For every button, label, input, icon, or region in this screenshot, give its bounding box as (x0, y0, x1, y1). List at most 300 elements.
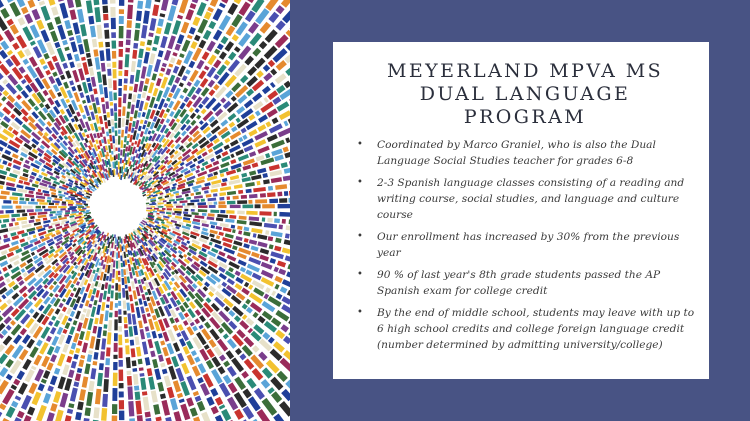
mosaic-tile (132, 128, 133, 133)
mosaic-tile (70, 240, 73, 242)
bullet-dot-icon: • (357, 177, 363, 188)
mosaic-tile (128, 357, 129, 368)
mosaic-tile (101, 314, 103, 324)
mosaic-tile (106, 265, 107, 273)
mosaic-tile (165, 196, 169, 197)
mosaic-tile (271, 253, 283, 257)
mosaic-tile (214, 139, 219, 142)
mosaic-tile (222, 121, 228, 125)
mosaic-tile (13, 166, 20, 169)
mosaic-tile (66, 323, 68, 329)
mosaic-tile (179, 354, 182, 361)
mosaic-tile (56, 392, 59, 403)
mosaic-tile (3, 331, 6, 335)
mosaic-tile (129, 145, 130, 151)
mosaic-tile (2, 42, 7, 49)
mosaic-tile (184, 76, 186, 80)
mosaic-tile (254, 347, 258, 351)
mosaic-tile (164, 369, 165, 374)
mosaic-tile (9, 282, 15, 286)
mosaic-tile (268, 362, 278, 372)
mosaic-tile (161, 298, 164, 304)
mosaic-tile (43, 31, 48, 42)
mosaic-tile (97, 57, 99, 69)
mosaic-tile (0, 17, 5, 30)
mosaic-tile (43, 357, 48, 367)
mosaic-tile (18, 190, 27, 192)
mosaic-tile (28, 287, 34, 292)
mosaic-tile (90, 304, 91, 307)
mosaic-tile (130, 272, 131, 279)
mosaic-tile (160, 193, 164, 194)
mosaic-tile (170, 366, 174, 379)
mosaic-tile (175, 21, 179, 34)
mosaic-tile (265, 296, 268, 298)
mosaic-tile (185, 313, 187, 316)
mosaic-tile (192, 408, 195, 416)
mosaic-tile (4, 81, 6, 84)
mosaic-tile (258, 72, 262, 76)
mosaic-tile (274, 269, 278, 271)
mosaic-tile (81, 93, 83, 98)
mosaic-tile (270, 172, 282, 175)
mosaic-tile (108, 265, 109, 273)
mosaic-tile (172, 278, 174, 281)
mosaic-tile (146, 199, 149, 200)
mosaic-tile (13, 161, 21, 164)
mosaic-tile (103, 339, 104, 350)
mosaic-tile (218, 66, 225, 75)
mosaic-tile (237, 222, 247, 223)
mosaic-tile (146, 282, 148, 287)
mosaic-tile (178, 60, 180, 65)
bullet-dot-icon: • (357, 269, 363, 280)
mosaic-tile (85, 280, 87, 285)
mosaic-tile (0, 197, 7, 198)
mosaic-tile (16, 250, 22, 253)
mosaic-tile (166, 376, 169, 386)
mosaic-tile (64, 141, 68, 145)
mosaic-tile (198, 172, 207, 176)
mosaic-tile (283, 177, 290, 179)
mosaic-tile (153, 74, 155, 81)
mosaic-tile (123, 254, 124, 259)
mosaic-tile (82, 25, 84, 37)
mosaic-tile (248, 265, 260, 270)
mosaic-tile (135, 326, 136, 335)
mosaic-tile (163, 139, 166, 143)
mosaic-tile (46, 105, 49, 109)
mosaic-tile (50, 247, 53, 249)
mosaic-tile (174, 247, 177, 249)
mosaic-tile (267, 123, 271, 125)
mosaic-tile (63, 316, 67, 325)
mosaic-tile (52, 163, 55, 165)
mosaic-tile (141, 164, 144, 168)
mosaic-tile (0, 346, 3, 351)
mosaic-tile (252, 230, 263, 232)
mosaic-tile (0, 242, 1, 245)
mosaic-tile (268, 188, 273, 189)
mosaic-tile (67, 99, 69, 102)
mosaic-tile (170, 150, 175, 155)
mosaic-tile (195, 81, 199, 87)
bullet-dot-icon: • (357, 307, 363, 318)
mosaic-tile (101, 179, 103, 182)
mosaic-tile (222, 180, 227, 181)
mosaic-tile (108, 112, 109, 117)
mosaic-tile (278, 87, 285, 92)
mosaic-tile (66, 222, 69, 223)
mosaic-tile (258, 148, 269, 152)
mosaic-tile (142, 42, 143, 46)
mosaic-tile (19, 181, 23, 182)
mosaic-tile (181, 83, 183, 86)
mosaic-tile (10, 174, 18, 176)
mosaic-tile (49, 186, 56, 188)
mosaic-tile (52, 355, 55, 362)
mosaic-tile (10, 256, 19, 261)
mosaic-tile (49, 250, 54, 254)
mosaic-tile (274, 221, 280, 222)
mosaic-tile (208, 252, 216, 256)
mosaic-tile (160, 51, 162, 57)
mosaic-tile (36, 356, 41, 365)
mosaic-tile (147, 109, 150, 119)
mosaic-tile (249, 131, 256, 135)
mosaic-tile (157, 125, 160, 131)
mosaic-tile (260, 195, 266, 196)
mosaic-tile (189, 376, 195, 389)
mosaic-tile (35, 107, 38, 110)
mosaic-tile (173, 244, 176, 246)
mosaic-tile (216, 88, 225, 98)
mosaic-tile (128, 30, 129, 39)
mosaic-tile (126, 126, 127, 133)
mosaic-tile (75, 93, 78, 102)
mosaic-tile (6, 184, 14, 186)
mosaic-tile (41, 2, 42, 5)
mosaic-tile (192, 186, 201, 188)
mosaic-tile (202, 249, 206, 251)
mosaic-tile (145, 86, 146, 92)
mosaic-tile (8, 266, 12, 268)
mosaic-tile (60, 377, 64, 389)
mosaic-tile (217, 398, 220, 404)
mosaic-tile (250, 172, 256, 174)
mosaic-tile (107, 256, 109, 264)
mosaic-tile (268, 110, 276, 115)
mosaic-tile (277, 295, 282, 298)
mosaic-tile (129, 20, 130, 28)
mosaic-tile (102, 232, 104, 236)
mosaic-tile (234, 186, 242, 187)
mosaic-tile (89, 1, 91, 13)
mosaic-tile (38, 272, 44, 277)
mosaic-tile (4, 117, 9, 121)
mosaic-tile (213, 389, 216, 395)
mosaic-tile (156, 36, 158, 44)
mosaic-tile (55, 224, 59, 225)
mosaic-tile (23, 416, 29, 421)
mosaic-tile (195, 216, 205, 217)
mosaic-tile (175, 224, 181, 226)
mosaic-tile (267, 31, 276, 41)
mosaic-tile (43, 380, 45, 383)
mosaic-tile (109, 332, 110, 344)
mosaic-tile (45, 297, 50, 303)
mosaic-tile (211, 185, 220, 187)
mosaic-tile (5, 151, 10, 154)
mosaic-tile (263, 175, 268, 176)
mosaic-tile (244, 233, 251, 234)
mosaic-tile (175, 343, 178, 351)
mosaic-tile (231, 226, 235, 227)
mosaic-tile (273, 393, 279, 401)
mosaic-tile (15, 118, 22, 124)
mosaic-tile (54, 285, 59, 291)
mosaic-tile (1, 226, 6, 227)
mosaic-tile (43, 219, 47, 220)
mosaic-tile (253, 282, 264, 288)
mosaic-tile (193, 227, 200, 229)
mosaic-tile (200, 364, 204, 372)
mosaic-tile (270, 339, 273, 342)
mosaic-tile (230, 61, 239, 71)
mosaic-tile (249, 259, 260, 263)
mosaic-tile (254, 289, 263, 295)
mosaic-tile (62, 227, 69, 230)
mosaic-tile (161, 174, 163, 176)
mosaic-tile (130, 251, 131, 256)
mosaic-tile (84, 115, 85, 119)
mosaic-tile (184, 303, 188, 308)
mosaic-tile (261, 340, 271, 349)
mosaic-tile (239, 139, 242, 141)
bullet-dot-icon: • (357, 139, 363, 150)
mosaic-tile (81, 266, 84, 271)
mosaic-tile (142, 192, 145, 194)
mosaic-tile (141, 120, 142, 124)
mosaic-tile (45, 394, 48, 403)
mosaic-tile (128, 153, 129, 157)
mosaic-tile (145, 397, 147, 411)
mosaic-tile (3, 296, 5, 298)
mosaic-tile (94, 134, 95, 138)
mosaic-tile (51, 196, 57, 197)
mosaic-tile (67, 261, 69, 264)
mosaic-tile (175, 381, 179, 392)
mosaic-tile (102, 260, 104, 266)
mosaic-tile (96, 281, 97, 286)
mosaic-tile (31, 164, 39, 168)
mosaic-tile (190, 302, 194, 308)
mosaic-tile (225, 139, 229, 142)
mosaic-tile (74, 304, 77, 310)
mosaic-tile (102, 51, 103, 61)
mosaic-tile (107, 249, 108, 254)
mosaic-tile (260, 257, 268, 260)
mosaic-tile (20, 281, 24, 284)
mosaic-tile (221, 53, 225, 59)
mosaic-tile (10, 198, 18, 199)
mosaic-tile (224, 249, 234, 253)
mosaic-tile (208, 175, 213, 177)
mosaic-tile (105, 256, 106, 262)
mosaic-tile (276, 240, 282, 241)
mosaic-tile (171, 145, 174, 148)
mosaic-tile (79, 213, 82, 214)
mosaic-tile (276, 286, 279, 288)
mosaic-tile (4, 92, 8, 96)
mosaic-tile (147, 358, 149, 366)
mosaic-tile (77, 297, 80, 303)
mosaic-tile (89, 59, 91, 67)
mosaic-tile (203, 330, 210, 340)
mosaic-tile (166, 194, 171, 195)
mosaic-tile (1, 304, 7, 309)
mosaic-tile (57, 78, 61, 85)
mosaic-tile (176, 227, 180, 228)
mosaic-tile (138, 401, 139, 414)
mosaic-tile (97, 97, 99, 105)
mosaic-tile (1, 405, 3, 409)
mosaic-tile (205, 374, 211, 386)
mosaic-tile (278, 62, 286, 69)
mosaic-tile (162, 394, 163, 399)
mosaic-tile (76, 0, 79, 7)
mosaic-tile (148, 0, 149, 8)
mosaic-tile (80, 9, 83, 22)
mosaic-tile (154, 117, 156, 122)
mosaic-tile (21, 263, 26, 266)
mosaic-tile (206, 67, 208, 70)
mosaic-tile (245, 408, 252, 418)
mosaic-tile (128, 134, 129, 138)
mosaic-tile (243, 373, 246, 377)
mosaic-center (94, 183, 142, 231)
mosaic-tile (179, 223, 183, 224)
mosaic-tile (15, 224, 19, 225)
mosaic-tile (30, 177, 35, 179)
mosaic-tile (209, 81, 213, 87)
mosaic-tile (88, 78, 89, 82)
mosaic-tile (104, 253, 105, 258)
mosaic-tile (109, 69, 110, 76)
mosaic-tile (95, 300, 96, 305)
mosaic-tile (71, 311, 73, 316)
mosaic-tile (12, 237, 19, 239)
mosaic-tile (274, 50, 285, 61)
mosaic-tile (110, 79, 111, 89)
mosaic-tile (234, 16, 241, 26)
mosaic-tile (32, 145, 36, 148)
mosaic-tile (108, 297, 109, 302)
mosaic-tile (265, 66, 269, 70)
mosaic-tile (257, 183, 260, 184)
mosaic-tile (193, 284, 196, 288)
mosaic-tile (270, 62, 274, 65)
mosaic-tile (170, 64, 171, 67)
mosaic-tile (134, 361, 135, 367)
mosaic-tile (70, 409, 71, 413)
mosaic-tile (269, 298, 281, 305)
content-panel (290, 0, 750, 421)
mosaic-tile (169, 387, 172, 397)
mosaic-tile (1, 65, 8, 74)
mosaic-tile (223, 244, 231, 247)
mosaic-tile (79, 368, 80, 372)
mosaic-tile (266, 289, 270, 291)
mosaic-tile (273, 379, 282, 389)
mosaic-tile (189, 309, 195, 317)
mosaic-tile (27, 229, 35, 231)
mosaic-tile (255, 141, 265, 146)
mosaic-tile (219, 45, 222, 49)
mosaic-tile (105, 160, 107, 167)
mosaic-tile (161, 119, 163, 124)
mosaic-tile (229, 269, 233, 271)
mosaic-tile (0, 187, 3, 188)
mosaic-tile (74, 240, 77, 242)
bullet-text: Our enrollment has increased by 30% from the previous year (377, 231, 680, 259)
mosaic-tile (81, 304, 83, 308)
mosaic-tile (84, 377, 86, 388)
mosaic-tile (83, 254, 85, 257)
mosaic-tile (101, 133, 102, 137)
mosaic-tile (152, 19, 154, 31)
mosaic-tile (0, 30, 1, 40)
mosaic-tile (106, 283, 107, 289)
mosaic-tile (192, 4, 194, 8)
mosaic-tile (89, 392, 91, 406)
mosaic-tile (146, 137, 148, 142)
mosaic-tile (140, 81, 142, 92)
mosaic-tile (113, 269, 114, 278)
mosaic-tile (215, 61, 219, 67)
mosaic-tile (80, 402, 82, 410)
mosaic-tile (159, 199, 164, 200)
mosaic-tile (249, 218, 259, 219)
mosaic-tile (56, 309, 59, 314)
mosaic-tile (154, 315, 156, 320)
mosaic-tile (80, 105, 83, 113)
mosaic-tile (217, 216, 228, 217)
mosaic-tile (147, 308, 148, 312)
mosaic-tile (249, 196, 257, 197)
mosaic-tile (225, 307, 228, 310)
mosaic-tile (190, 201, 199, 202)
mosaic-tile (29, 117, 34, 123)
mosaic-tile (163, 219, 168, 220)
mosaic-tile (151, 201, 157, 202)
mosaic-tile (174, 212, 181, 213)
mosaic-tile (107, 132, 108, 137)
mosaic-tile (162, 14, 163, 17)
mosaic-tile (28, 340, 33, 348)
mosaic-tile (191, 114, 195, 119)
mosaic-tile (127, 291, 128, 300)
mosaic-tile (138, 11, 139, 21)
mosaic-tile (163, 216, 169, 217)
mosaic-tile (74, 321, 76, 325)
mosaic-tile (169, 304, 171, 308)
mosaic-tile (141, 131, 143, 136)
mosaic-tile (124, 94, 125, 103)
mosaic-tile (201, 236, 209, 239)
mosaic-tile (60, 25, 64, 39)
mosaic-tile (99, 283, 100, 287)
